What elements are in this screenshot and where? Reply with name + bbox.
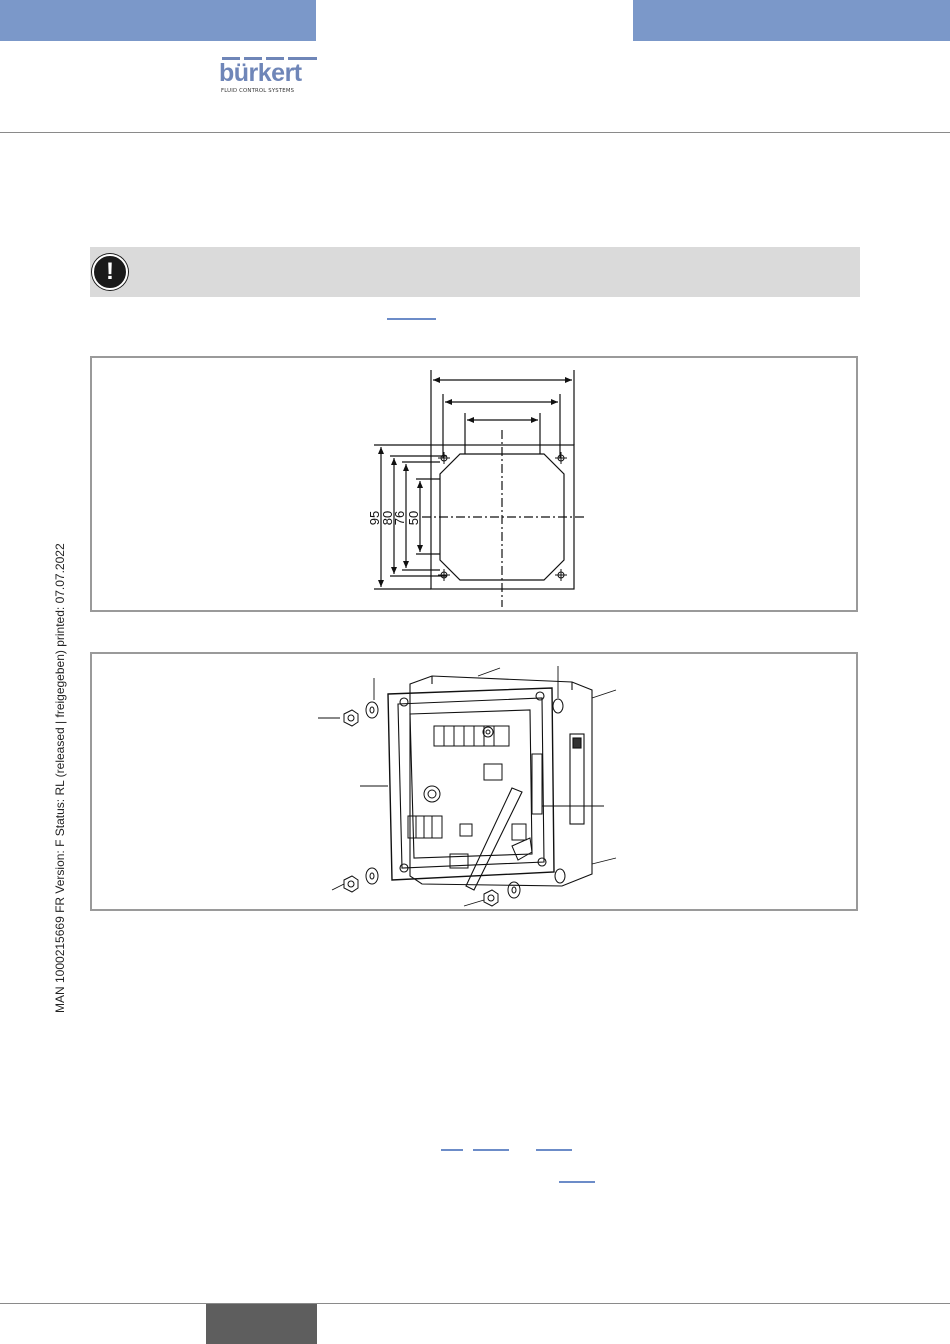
figure-link-1[interactable] — [441, 1149, 463, 1151]
cross-reference-link[interactable] — [387, 318, 436, 320]
dimension-76: 76 — [392, 510, 407, 526]
note-box — [90, 247, 860, 297]
document-side-info: MAN 1000215669 FR Version: F Status: RL (released | freigegeben) printed: 07.07.2022 — [53, 543, 67, 1013]
figure-panel-cutout — [90, 356, 858, 612]
mounting-drawing — [92, 654, 858, 911]
figure-link-4[interactable] — [559, 1181, 595, 1183]
burkert-logo — [219, 57, 319, 97]
footer-divider — [0, 1303, 950, 1304]
figure-link-2[interactable] — [473, 1149, 509, 1151]
dimension-80: 80 — [380, 510, 395, 526]
dimension-95: 95 — [367, 510, 382, 526]
brand-tagline: FLUID CONTROL SYSTEMS — [221, 88, 295, 94]
header-divider — [0, 132, 950, 133]
cutout-drawing — [92, 358, 858, 612]
figure-mounting — [90, 652, 858, 911]
exclamation-icon: ! — [92, 254, 128, 290]
brand-name: bürkert — [219, 59, 302, 87]
figure-link-3[interactable] — [536, 1149, 572, 1151]
page-number-tab — [206, 1304, 317, 1344]
dimension-50: 50 — [406, 510, 421, 526]
header-bar-right — [633, 0, 950, 41]
header-bar-left — [0, 0, 316, 41]
